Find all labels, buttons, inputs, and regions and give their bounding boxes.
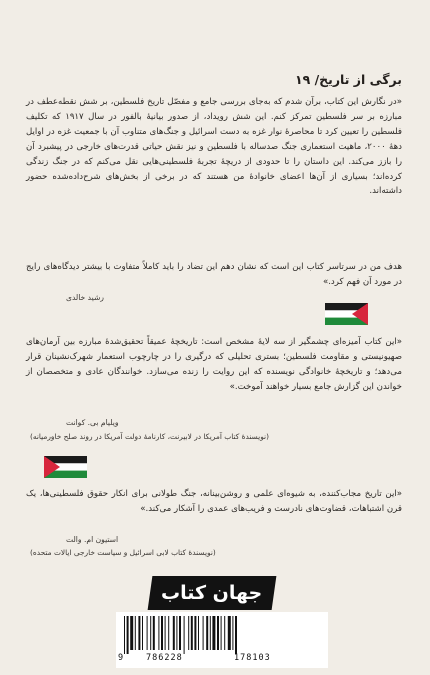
barcode-bar <box>173 616 175 650</box>
barcode-digits-group2: 178103 <box>234 653 271 663</box>
series-title: برگی از تاریخ/ ۱۹ <box>294 72 402 87</box>
barcode-bar <box>210 616 211 650</box>
barcode-digit-lead: 9 <box>118 653 124 663</box>
barcode-bar <box>135 616 136 650</box>
barcode-bar <box>179 616 181 650</box>
isbn-barcode <box>116 612 328 668</box>
palestine-flag-icon <box>325 303 368 325</box>
barcode-bar <box>127 616 129 654</box>
barcode-digits-group1: 786228 <box>146 653 183 663</box>
barcode-bar <box>142 616 143 650</box>
barcode-bar <box>158 616 159 650</box>
barcode-bar <box>191 616 193 650</box>
quote-paragraph-4: «این تاریخ مجاب‌کننده، به شیوه‌ای علمی و روشن‌بینانه، جنگ طولانی برای انکار حقوق فلسطینی‌ها، یک قرن اشتباهات، قضاوت‌های نادرست و فریب‌های عمدی را آشکار می‌کند.» <box>26 489 402 514</box>
barcode-bar <box>147 616 148 650</box>
quote-paragraph-1: «در نگارش این کتاب، برآن شدم که به‌جای بررسی جامع و مفصّل تاریخ فلسطین، بر شش نقطه‌عطف در مبارزه بر سر فلسطین تمرکز کنم. این شش رویداد، از صدور بیانیهٔ بالفور در سال ۱۹۱۷ که تکلیف فلسطین را تعیین کرد تا محاصرهٔ نوار غزه به دست اسرائیل و جنگ‌های متناوب آن با جمعیت غزه در اوایل دههٔ ۲۰۰۰، ماهیت استعماری جنگ صدساله با فلسطین و نیز نقش حیاتی قدرت‌های خارجی در پیشبرد آن را بازز می‌کند. این داستان را تا حدودی از دریچهٔ تجربهٔ فلسطینی‌هایی نقل می‌کنم که در جنگ زندگی کرده‌اند؛ بسیاری از آن‌ها اعضای خانوادهٔ من هستند که در برخی از بخش‌های شرح‌داده‌شده حضور داشته‌اند. <box>26 97 402 197</box>
barcode-bar <box>168 616 169 650</box>
barcode-bar <box>130 616 133 650</box>
barcode-bar <box>224 616 225 650</box>
barcode-bar <box>194 616 196 650</box>
barcode-bars <box>122 616 322 654</box>
barcode-bar <box>188 616 189 650</box>
signature-quandt-note: (نویسندهٔ کتاب آمریکا در لابیرنت، کارنامهٔ دولت آمریکا در روند صلح خاورمیانه) <box>30 432 269 441</box>
barcode-bar <box>235 616 237 654</box>
barcode-bar <box>217 616 219 650</box>
publisher-logo <box>148 576 277 610</box>
barcode-bar <box>184 616 185 654</box>
barcode-bar <box>212 616 215 650</box>
quote-paragraph-2: هدف من در سرتاسر کتاب این است که نشان دهم این تضاد را باید کاملاً متفاوت با بیشتر دیدگاه‌های رایج در مورد آن فهم کرد.» <box>26 262 402 287</box>
barcode-bar <box>203 616 204 650</box>
barcode-bar <box>161 616 163 650</box>
barcode-bar <box>176 616 177 650</box>
barcode-bar <box>138 616 140 650</box>
barcode-bar <box>206 616 208 650</box>
quote-paragraph-3: «این کتاب آمیزه‌ای چشمگیر از سه لایهٔ مشخص است: تاریخچهٔ عمیقاً تحقیق‌شدهٔ مبارزه بین آرمان‌های صهیونیستی و مقاومت فلسطین؛ بستری تحلیلی که درگیری را در چارچوب استعمار شهرک‌نشینان قرار می‌دهد؛ و تاریخچهٔ خانوادگی نویسنده که این روایت را زنده می‌سازد. خوانندگان عادی و متخصصان از خواندن این گزارش جامع بسیار خواهند آموخت.» <box>26 337 402 392</box>
palestine-flag-icon <box>44 456 87 478</box>
signature-quandt: ویلیام بی. کوانت <box>66 418 119 427</box>
barcode-bar <box>198 616 199 650</box>
signature-walt-note: (نویسندهٔ کتاب لابی اسرائیل و سیاست خارجی ایالات متحده) <box>30 548 216 557</box>
barcode-bar <box>150 616 151 650</box>
barcode-bar <box>228 616 231 650</box>
barcode-bar <box>221 616 222 650</box>
barcode-bar <box>232 616 233 650</box>
publisher-logo-text: جهان کتاب <box>161 582 263 604</box>
signature-walt: استیون ام. والت <box>66 535 119 544</box>
signature-author: رشید خالدی <box>66 293 104 302</box>
barcode-bar <box>124 616 125 654</box>
barcode-bar <box>165 616 166 650</box>
barcode-bar <box>153 616 155 650</box>
